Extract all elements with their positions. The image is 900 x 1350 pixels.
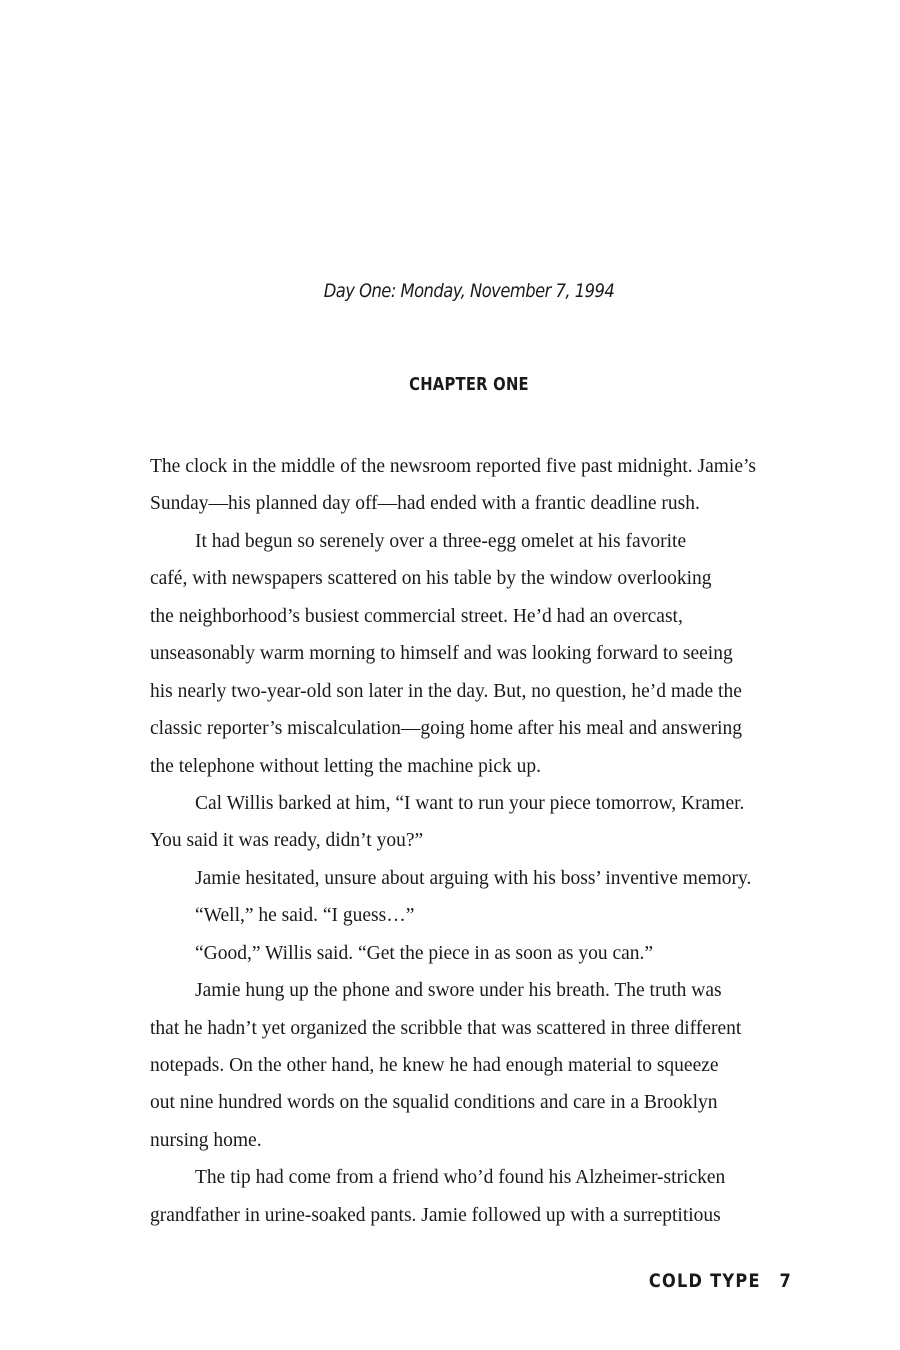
body-line: The tip had come from a friend who’d found his Alzheimer-stricken — [195, 1167, 726, 1189]
page-number: 7 — [779, 1270, 792, 1292]
body-line: the telephone without letting the machine pick up. — [150, 755, 541, 777]
page-footer — [629, 1270, 792, 1292]
body-line: grandfather in urine-soaked pants. Jamie followed up with a surreptitious — [150, 1204, 721, 1226]
body-line: café, with newspapers scattered on his table by the window overlooking — [150, 568, 712, 590]
body-line: the neighborhood’s busiest commercial street. He’d had an overcast, — [150, 605, 683, 627]
body-line: “Good,” Willis said. “Get the piece in as soon as you can.” — [195, 942, 654, 964]
body-line: unseasonably warm morning to himself and was looking forward to seeing — [150, 643, 733, 665]
chapter-title: CHAPTER ONE — [409, 374, 529, 395]
body-line: Sunday—his planned day off—had ended with a frantic deadline rush. — [150, 493, 700, 515]
body-line: It had begun so serenely over a three-egg omelet at his favorite — [195, 530, 687, 552]
body-line: that he hadn’t yet organized the scribble that was scattered in three different — [150, 1017, 742, 1039]
body-line: nursing home. — [150, 1129, 262, 1151]
body-line: Cal Willis barked at him, “I want to run your piece tomorrow, Kramer. — [195, 792, 745, 814]
body-line: Jamie hung up the phone and swore under his breath. The truth was — [195, 980, 722, 1002]
body-line: You said it was ready, didn’t you?” — [150, 830, 424, 852]
body-line: The clock in the middle of the newsroom reported five past midnight. Jamie’s — [150, 456, 756, 477]
body-line: his nearly two-year-old son later in the day. But, no question, he’d made the — [150, 680, 742, 702]
body-line: Jamie hesitated, unsure about arguing with his boss’ inventive memory. — [195, 867, 752, 889]
body-line: notepads. On the other hand, he knew he had enough material to squeeze — [150, 1055, 719, 1076]
body-line: classic reporter’s miscalculation—going home after his meal and answering — [150, 718, 743, 740]
chapter-body — [150, 448, 794, 1234]
body-line: out nine hundred words on the squalid conditions and care in a Brooklyn — [150, 1092, 718, 1114]
running-title: COLD TYPE — [648, 1270, 761, 1292]
body-line: “Well,” he said. “I guess…” — [195, 905, 415, 927]
day-heading: Day One: Monday, November 7, 1994 — [323, 280, 615, 302]
